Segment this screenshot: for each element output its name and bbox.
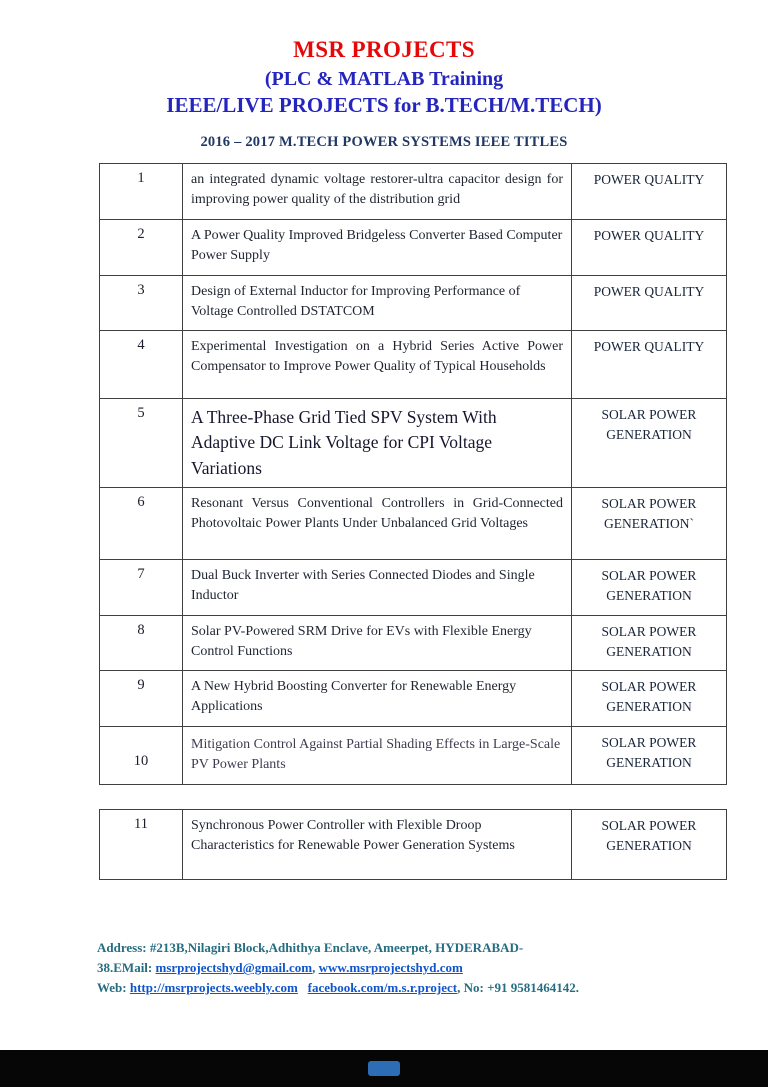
page-title: MSR PROJECTS: [293, 37, 475, 62]
web-separator: [298, 980, 301, 995]
project-title: A New Hybrid Boosting Converter for Renewable Energy Applications: [183, 671, 572, 727]
row-number: 6: [100, 488, 183, 560]
email-link[interactable]: msrprojectshyd@gmail.com: [155, 960, 313, 976]
footer-address-line: [97, 938, 697, 958]
ieee-titles-table-continued: [99, 809, 727, 880]
header-subtitle-line1: (PLC & MATLAB Training: [264, 67, 504, 90]
ieee-titles-table: [99, 163, 727, 785]
project-category: SOLAR POWER GENERATION`: [572, 488, 727, 560]
viewer-bottom-bar: [0, 1050, 768, 1087]
project-category: SOLAR POWER GENERATION: [572, 727, 727, 785]
header-subtitle-line2: IEEE/LIVE PROJECTS for B.TECH/M.TECH): [166, 92, 602, 117]
project-category: POWER QUALITY: [572, 164, 727, 220]
document-header: [0, 0, 768, 118]
row-number: 3: [100, 276, 183, 331]
row-number: 11: [100, 810, 183, 880]
row-number: 9: [100, 671, 183, 727]
address-text: Address: #213B,Nilagiri Block,Adhithya Enclave, Ameerpet, HYDERABAD-: [97, 940, 524, 956]
list-title: 2016 – 2017 M.TECH POWER SYSTEMS IEEE TITLES: [200, 134, 568, 150]
table-row: [100, 560, 727, 616]
table-row: [100, 810, 727, 880]
project-title: A Power Quality Improved Bridgeless Converter Based Computer Power Supply: [183, 220, 572, 276]
project-title: Resonant Versus Conventional Controllers in Grid-Connected Photovoltaic Power Plants Under Unbalanced Grid Voltages: [183, 488, 572, 560]
viewer-bar-button[interactable]: [368, 1061, 400, 1076]
table-row: [100, 164, 727, 220]
project-category: SOLAR POWER GENERATION: [572, 399, 727, 488]
row-number: 2: [100, 220, 183, 276]
project-title: A Three-Phase Grid Tied SPV System With Adaptive DC Link Voltage for CPI Voltage Variations: [183, 399, 572, 488]
phone-text: , No: +91 9581464142.: [457, 980, 579, 996]
table-row: [100, 671, 727, 727]
project-title: Experimental Investigation on a Hybrid Series Active Power Compensator to Improve Power Quality of Typical Households: [183, 331, 572, 399]
project-category: POWER QUALITY: [572, 220, 727, 276]
project-title: Synchronous Power Controller with Flexible Droop Characteristics for Renewable Power Generation Systems: [183, 810, 572, 880]
weebly-link[interactable]: http://msrprojects.weebly.com: [129, 980, 298, 996]
project-category: SOLAR POWER GENERATION: [572, 810, 727, 880]
row-number: 5: [100, 399, 183, 488]
project-title: Mitigation Control Against Partial Shading Effects in Large-Scale PV Power Plants: [183, 727, 572, 785]
row-number: 1: [100, 164, 183, 220]
project-title: Dual Buck Inverter with Series Connected Diodes and Single Inductor: [183, 560, 572, 616]
row-number: 8: [100, 616, 183, 671]
table-row: [100, 331, 727, 399]
project-category: SOLAR POWER GENERATION: [572, 616, 727, 671]
table-row: [100, 276, 727, 331]
project-category: SOLAR POWER GENERATION: [572, 671, 727, 727]
row-number: 4: [100, 331, 183, 399]
contact-footer: [97, 938, 697, 998]
website-link[interactable]: www.msrprojectshyd.com: [318, 960, 463, 976]
project-category: POWER QUALITY: [572, 331, 727, 399]
project-title: Solar PV-Powered SRM Drive for EVs with Flexible Energy Control Functions: [183, 616, 572, 671]
table-row: [100, 727, 727, 785]
project-title: Design of External Inductor for Improving Performance of Voltage Controlled DSTATCOM: [183, 276, 572, 331]
project-title: an integrated dynamic voltage restorer-ultra capacitor design for improving power quality of the distribution grid: [183, 164, 572, 220]
email-label: 38.EMail:: [97, 960, 156, 976]
facebook-link[interactable]: facebook.com/m.s.r.project: [307, 980, 458, 996]
table-row: [100, 616, 727, 671]
row-number: 10: [100, 727, 183, 785]
row-number: 7: [100, 560, 183, 616]
web-label: Web:: [97, 980, 130, 996]
table-row: [100, 220, 727, 276]
table-row: [100, 399, 727, 488]
project-category: POWER QUALITY: [572, 276, 727, 331]
footer-email-line: [97, 958, 697, 978]
table-row: [100, 488, 727, 560]
email-separator: ,: [312, 960, 319, 976]
footer-web-line: [97, 978, 697, 998]
project-category: SOLAR POWER GENERATION: [572, 560, 727, 616]
